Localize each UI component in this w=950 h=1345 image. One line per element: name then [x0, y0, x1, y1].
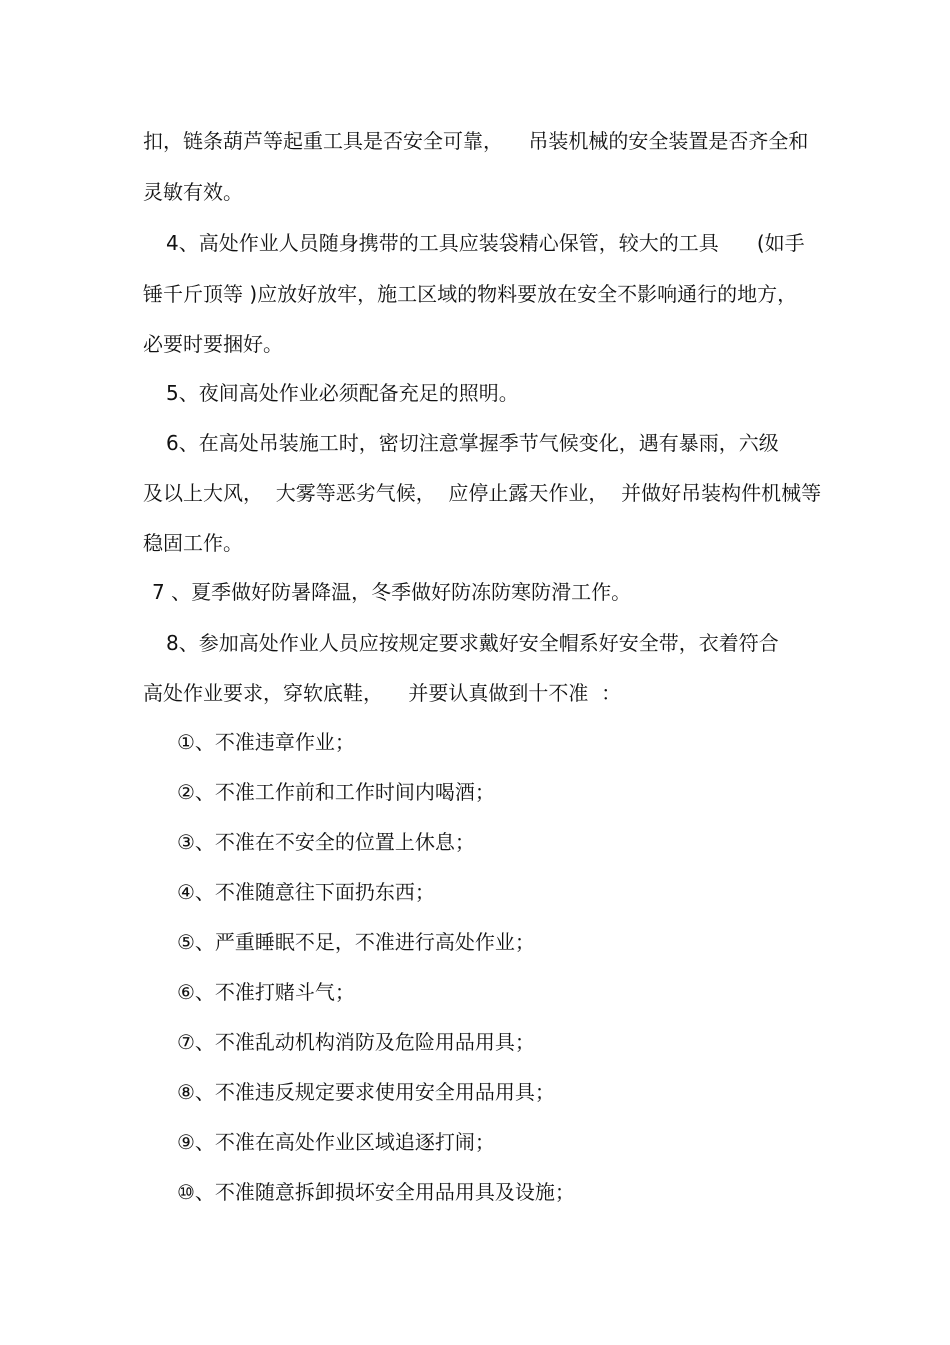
body-text-line: 及以上大风， 大雾等恶劣气候， 应停止露天作业， 并做好吊装构件机械等: [143, 481, 822, 505]
rule-list-item: ⑧、不准违反规定要求使用安全用品用具；: [177, 1080, 555, 1104]
body-text-line: 必要时要捆好。: [143, 332, 283, 356]
body-text-line: 灵敏有效。: [143, 180, 243, 204]
rule-list-item: ⑥、不准打赌斗气；: [177, 980, 355, 1004]
rule-list-item: ⑨、不准在高处作业区域追逐打闹；: [177, 1130, 495, 1154]
rule-list-item: ⑤、严重睡眠不足，不准进行高处作业；: [177, 930, 535, 954]
paragraph-item-5: 5、夜间高处作业必须配备充足的照明。: [166, 381, 519, 405]
paragraph-item-6: 6、在高处吊装施工时，密切注意掌握季节气候变化，遇有暴雨，六级: [166, 431, 779, 455]
body-text-line: 扣，链条葫芦等起重工具是否安全可靠， 吊装机械的安全装置是否齐全和: [143, 129, 809, 153]
rule-list-item: ⑦、不准乱动机构消防及危险用品用具；: [177, 1030, 535, 1054]
paragraph-item-8: 8、参加高处作业人员应按规定要求戴好安全帽系好安全带，衣着符合: [166, 631, 779, 655]
rule-list-item: ④、不准随意往下面扔东西；: [177, 880, 435, 904]
paragraph-item-7: 7 、夏季做好防暑降温，冬季做好防冻防寒防滑工作。: [152, 580, 632, 604]
rule-list-item: ①、不准违章作业；: [177, 730, 355, 754]
paragraph-item-4: 4、高处作业人员随身携带的工具应装袋精心保管，较大的工具 (如手: [166, 231, 805, 255]
rule-list-item: ③、不准在不安全的位置上休息；: [177, 830, 475, 854]
rule-list-item: ②、不准工作前和工作时间内喝酒；: [177, 780, 495, 804]
body-text-line: 稳固工作。: [143, 531, 243, 555]
body-text-line: 锤千斤顶等 )应放好放牢，施工区域的物料要放在安全不影响通行的地方，: [143, 282, 798, 306]
rule-list-item: ⑩、不准随意拆卸损坏安全用品用具及设施；: [177, 1180, 575, 1204]
body-text-line: 高处作业要求，穿软底鞋， 并要认真做到十不准 ：: [143, 681, 622, 705]
